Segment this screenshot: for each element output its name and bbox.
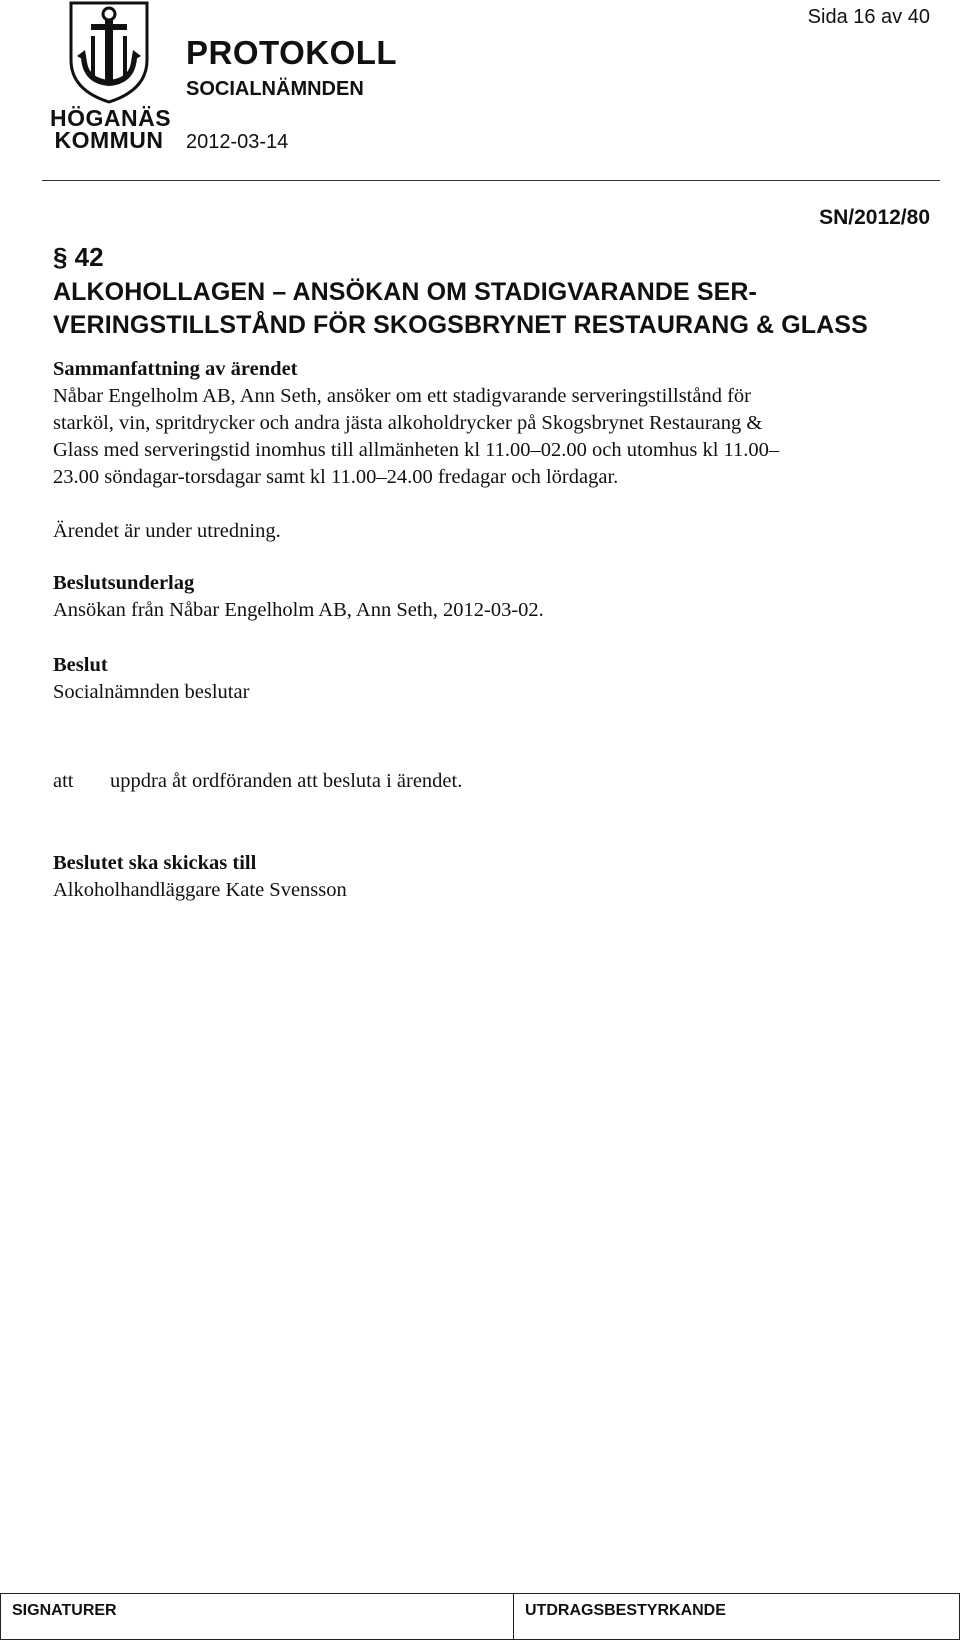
document-title: PROTOKOLL bbox=[186, 34, 398, 71]
signatures-label: SIGNATURER bbox=[12, 1602, 117, 1619]
status-text: Ärendet är under utredning. bbox=[53, 520, 281, 542]
basis-text: Ansökan från Nåbar Engelholm AB, Ann Seth, 2012-03-02. bbox=[53, 599, 544, 621]
basis-section bbox=[53, 570, 923, 624]
page-number: Sida 16 av 40 bbox=[807, 6, 930, 28]
distribution-heading: Beslutet ska skickas till bbox=[53, 852, 257, 874]
decision-intro: Socialnämnden beslutar bbox=[53, 681, 250, 703]
meeting-date: 2012-03-14 bbox=[186, 131, 289, 153]
logo-text-hoganas: HÖGANÄS bbox=[50, 105, 172, 131]
case-heading bbox=[53, 276, 868, 342]
certification-label: UTDRAGSBESTYRKANDE bbox=[525, 1602, 726, 1619]
anchor-shield-icon bbox=[67, 0, 151, 104]
logo-text-kommun: KOMMUN bbox=[54, 127, 164, 153]
certification-box bbox=[514, 1593, 960, 1640]
summary-line: Nåbar Engelholm AB, Ann Seth, ansöker om ett stadigvarande serveringstillstånd för bbox=[53, 385, 751, 407]
department-name: SOCIALNÄMNDEN bbox=[186, 78, 364, 100]
distribution-section bbox=[53, 850, 923, 904]
summary-line: Glass med serveringstid inomhus till allmänheten kl 11.00–02.00 och utomhus kl 11.00– bbox=[53, 439, 780, 461]
case-heading-line-1: ALKOHOLLAGEN – ANSÖKAN OM STADIGVARANDE SER- bbox=[53, 278, 757, 306]
case-heading-line-2: VERINGSTILLSTÅND FÖR SKOGSBRYNET RESTAURANG & GLASS bbox=[53, 311, 868, 339]
summary-section bbox=[53, 356, 923, 491]
summary-line: 23.00 söndagar-torsdagar samt kl 11.00–24.00 fredagar och lördagar. bbox=[53, 466, 619, 488]
hoganas-kommun-logo bbox=[50, 0, 172, 153]
header-divider bbox=[42, 180, 940, 181]
basis-heading: Beslutsunderlag bbox=[53, 572, 195, 594]
summary-heading: Sammanfattning av ärendet bbox=[53, 358, 298, 380]
decision-section bbox=[53, 652, 923, 706]
distribution-recipient: Alkoholhandläggare Kate Svensson bbox=[53, 879, 347, 901]
signatures-box bbox=[0, 1593, 514, 1640]
att-keyword: att bbox=[53, 770, 74, 792]
decision-heading: Beslut bbox=[53, 654, 108, 676]
decision-clause-text: uppdra åt ordföranden att besluta i ärendet. bbox=[110, 770, 463, 792]
signature-footer bbox=[0, 1593, 960, 1640]
case-number: SN/2012/80 bbox=[819, 206, 930, 229]
decision-clause bbox=[53, 768, 462, 795]
summary-line: starköl, vin, spritdrycker och andra jästa alkoholdrycker på Skogsbrynet Restaurang & bbox=[53, 412, 763, 434]
paragraph-number: § 42 bbox=[53, 242, 104, 272]
